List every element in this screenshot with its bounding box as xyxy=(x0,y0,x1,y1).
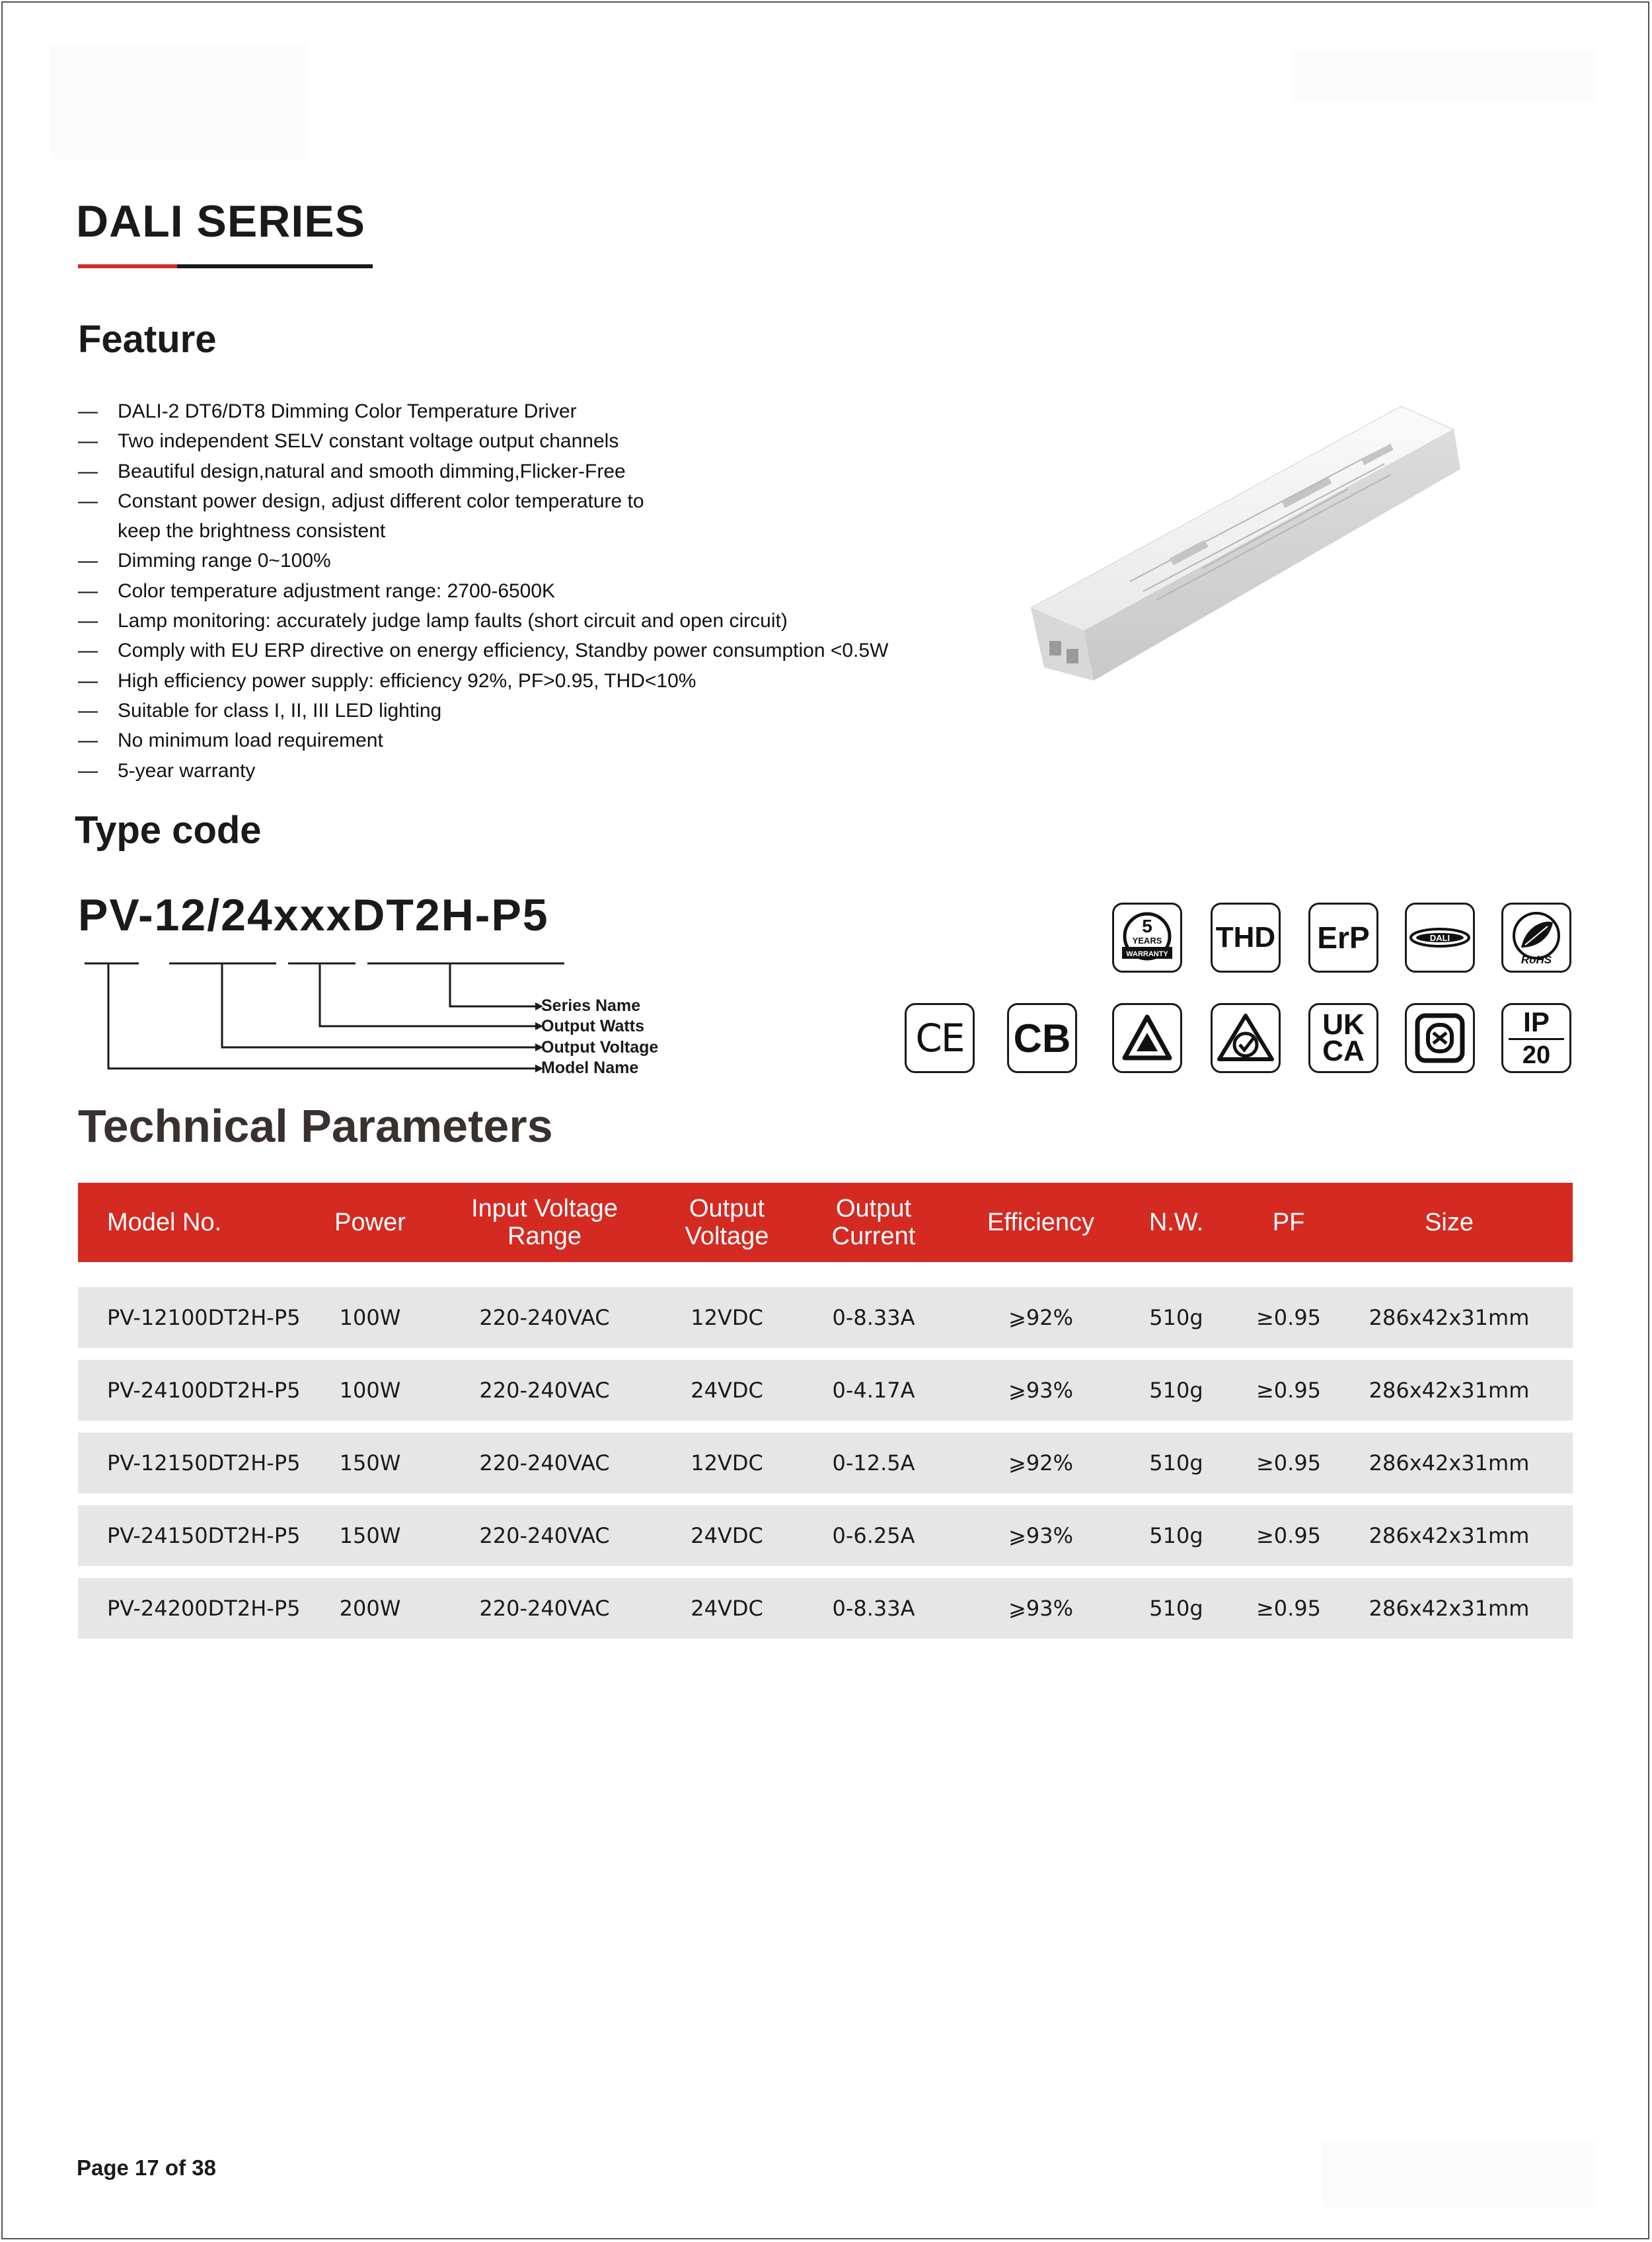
column-header-efficiency: Efficiency xyxy=(987,1209,1094,1236)
table-row xyxy=(78,1578,1573,1639)
cell-power: 100W xyxy=(339,1305,401,1330)
feature-item: — Color temperature adjustment range: 2700-6500K xyxy=(78,579,556,602)
cell-size: 286x42x31mm xyxy=(1369,1523,1530,1548)
cell-nw: 510g xyxy=(1149,1596,1203,1621)
feature-item: — No minimum load requirement xyxy=(78,729,383,752)
column-header-power: Power xyxy=(334,1209,406,1236)
cb-mark: CB xyxy=(1013,1016,1071,1061)
cell-output-voltage: 24VDC xyxy=(691,1378,763,1403)
feature-item: — DALI-2 DT6/DT8 Dimming Color Temperature Driver xyxy=(78,400,577,422)
cell-output-voltage: 24VDC xyxy=(691,1596,763,1621)
warranty-5-years-icon xyxy=(1112,903,1182,973)
feature-item: — Lamp monitoring: accurately judge lamp faults (short circuit and open circuit) xyxy=(78,610,788,632)
cb-icon xyxy=(1007,1003,1077,1073)
cell-pf: ≥0.95 xyxy=(1256,1596,1322,1621)
saa-triangle-icon xyxy=(1112,1003,1182,1073)
cell-output-current: 0-6.25A xyxy=(832,1523,915,1548)
type-code-heading: Type code xyxy=(75,809,262,852)
feature-item: — Dimming range 0~100% xyxy=(78,550,331,572)
column-header-model: Model No. xyxy=(107,1209,222,1236)
series-title: DALI SERIES xyxy=(76,196,365,246)
footer-corner-placeholder xyxy=(1322,2141,1596,2207)
cell-output-voltage: 12VDC xyxy=(691,1450,763,1476)
cell-power: 150W xyxy=(339,1523,401,1548)
cell-model: PV-24150DT2H-P5 xyxy=(107,1523,301,1548)
cell-size: 286x42x31mm xyxy=(1369,1378,1530,1403)
type-code: PV-12/24xxxDT2H-P5 xyxy=(78,890,549,940)
cell-output-voltage: 12VDC xyxy=(691,1305,763,1330)
class-ii-graphic xyxy=(1412,1010,1468,1066)
cell-output-current: 0-12.5A xyxy=(832,1450,915,1476)
cell-nw: 510g xyxy=(1149,1305,1203,1330)
type-code-label-output-voltage: Output Voltage xyxy=(541,1038,659,1057)
table-row xyxy=(78,1505,1573,1566)
column-header-output-voltage: Output Voltage xyxy=(685,1195,769,1250)
svg-text:WARRANTY: WARRANTY xyxy=(1126,950,1168,958)
header-logo-placeholder xyxy=(50,43,307,159)
cell-model: PV-24200DT2H-P5 xyxy=(107,1596,301,1621)
feature-item: — 5-year warranty xyxy=(78,759,256,782)
table-row xyxy=(78,1433,1573,1493)
cell-input-voltage: 220-240VAC xyxy=(479,1378,610,1403)
ip-rating: 20 xyxy=(1522,1041,1551,1069)
cell-model: PV-12100DT2H-P5 xyxy=(107,1305,301,1330)
cell-output-voltage: 24VDC xyxy=(691,1523,763,1548)
column-header-pf: PF xyxy=(1272,1209,1305,1236)
technical-parameters-heading: Technical Parameters xyxy=(78,1100,553,1152)
cell-power: 150W xyxy=(339,1450,401,1476)
cell-nw: 510g xyxy=(1149,1450,1203,1476)
cell-efficiency: ⩾93% xyxy=(1008,1378,1073,1403)
cell-pf: ≥0.95 xyxy=(1256,1450,1322,1476)
type-code-label-model-name: Model Name xyxy=(541,1059,639,1077)
cell-size: 286x42x31mm xyxy=(1369,1450,1530,1476)
rohs-icon xyxy=(1501,903,1571,973)
type-code-diagram xyxy=(78,952,686,1084)
svg-text:DALI: DALI xyxy=(1429,933,1450,943)
column-header-nw: N.W. xyxy=(1148,1209,1204,1236)
cell-input-voltage: 220-240VAC xyxy=(479,1523,610,1548)
cell-input-voltage: 220-240VAC xyxy=(479,1305,610,1330)
column-header-size: Size xyxy=(1425,1209,1474,1236)
cell-model: PV-24100DT2H-P5 xyxy=(107,1378,301,1403)
column-header-output-current: Output Current xyxy=(831,1195,916,1250)
svg-text:YEARS: YEARS xyxy=(1132,936,1162,946)
ce-mark: CE xyxy=(915,1016,964,1061)
warranty-badge-graphic xyxy=(1117,907,1178,968)
feature-heading: Feature xyxy=(78,318,217,361)
erp-icon xyxy=(1308,903,1378,973)
svg-text:RoHS: RoHS xyxy=(1521,953,1552,966)
table-row xyxy=(78,1360,1573,1421)
cell-efficiency: ⩾92% xyxy=(1008,1450,1073,1476)
feature-item: — High efficiency power supply: efficiency 92%, PF>0.95, THD<10% xyxy=(78,669,696,692)
cell-nw: 510g xyxy=(1149,1378,1203,1403)
cell-pf: ≥0.95 xyxy=(1256,1523,1322,1548)
rohs-leaf-graphic xyxy=(1507,908,1566,967)
type-code-label-output-watts: Output Watts xyxy=(541,1017,644,1035)
ukca-line2: CA xyxy=(1322,1035,1365,1067)
dali-logo-graphic xyxy=(1409,924,1471,951)
header-corner-placeholder xyxy=(1292,50,1596,102)
cell-power: 200W xyxy=(339,1596,401,1621)
svg-text:5: 5 xyxy=(1142,916,1152,936)
class-ii-icon xyxy=(1405,1003,1475,1073)
feature-item: — Suitable for class I, II, III LED lighting xyxy=(78,699,442,722)
technical-parameters-table xyxy=(78,1183,1573,1639)
cell-power: 100W xyxy=(339,1378,401,1403)
ukca-icon xyxy=(1308,1003,1378,1073)
cell-output-current: 0-4.17A xyxy=(832,1378,915,1403)
cell-size: 286x42x31mm xyxy=(1369,1596,1530,1621)
dali-icon xyxy=(1405,903,1475,973)
ip-label: IP xyxy=(1523,1006,1550,1037)
title-underline-accent xyxy=(78,264,177,268)
table-header-row xyxy=(78,1183,1573,1262)
thd-icon xyxy=(1211,903,1281,973)
cell-pf: ≥0.95 xyxy=(1256,1378,1322,1403)
type-code-label-series-name: Series Name xyxy=(541,996,641,1015)
led-driver-product-image xyxy=(1004,390,1467,720)
feature-item: — Two independent SELV constant voltage output channels xyxy=(78,430,619,453)
cell-output-current: 0-8.33A xyxy=(832,1596,915,1621)
rcm-icon xyxy=(1211,1003,1281,1073)
page-number: Page 17 of 38 xyxy=(77,2155,216,2180)
ip20-icon xyxy=(1501,1003,1571,1073)
cell-nw: 510g xyxy=(1149,1523,1203,1548)
cell-output-current: 0-8.33A xyxy=(832,1305,915,1330)
erp-label: ErP xyxy=(1317,920,1370,955)
column-header-input-voltage: Input Voltage Range xyxy=(471,1195,618,1250)
cell-input-voltage: 220-240VAC xyxy=(479,1450,610,1476)
cell-size: 286x42x31mm xyxy=(1369,1305,1530,1330)
cell-efficiency: ⩾93% xyxy=(1008,1596,1073,1621)
cell-model: PV-12150DT2H-P5 xyxy=(107,1450,301,1476)
feature-item: — Beautiful design,natural and smooth dimming,Flicker-Free xyxy=(78,460,626,482)
cell-pf: ≥0.95 xyxy=(1256,1305,1322,1330)
feature-item-continuation: keep the brightness consistent xyxy=(118,520,386,542)
thd-label: THD xyxy=(1215,921,1276,953)
feature-item: — Comply with EU ERP directive on energy efficiency, Standby power consumption <0.5W xyxy=(78,640,889,662)
feature-list xyxy=(78,396,990,786)
saa-triangle-graphic xyxy=(1121,1012,1174,1065)
cell-efficiency: ⩾93% xyxy=(1008,1523,1073,1548)
cell-efficiency: ⩾92% xyxy=(1008,1305,1073,1330)
table-row xyxy=(78,1287,1573,1348)
rcm-graphic xyxy=(1217,1012,1275,1065)
ce-icon xyxy=(905,1003,975,1073)
ukca-line1: UK xyxy=(1322,1008,1365,1041)
cell-input-voltage: 220-240VAC xyxy=(479,1596,610,1621)
feature-item: — Constant power design, adjust different color temperature to xyxy=(78,490,644,512)
